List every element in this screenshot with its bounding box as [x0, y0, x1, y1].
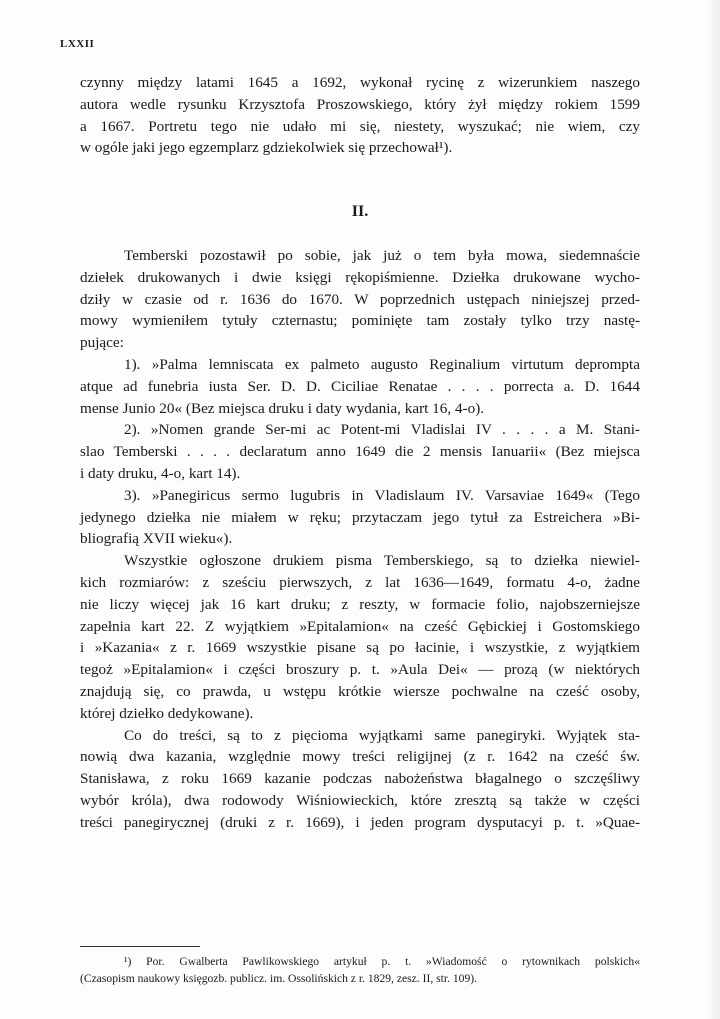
footnote-line: (Czasopism naukowy księgozb. publicz. im. Ossolińskich z r. 1829, zesz. II, str. 109).	[80, 972, 478, 985]
section-heading: II.	[351, 203, 369, 220]
text-line: slao Temberski . . . . declaratum anno 1649 die 2 mensis Ianuarii« (Bez miejsca	[80, 443, 640, 461]
text-line: Temberski pozostawił po sobie, jak już o tem była mowa, siedemnaście	[124, 247, 640, 264]
text-line: treści panegirycznej (druki z r. 1669), i jeden program dysputacyi p. t. »Quae-	[80, 813, 640, 831]
text-line: tegoż »Epitalamion« i części broszury p. t. »Aula Dei« — prozą (w niektórych	[80, 661, 640, 679]
text-line: a 1667. Portretu tego nie udało mi się, niestety, wyszukać; nie wiem, czy	[80, 117, 640, 135]
text-line: Wszystkie ogłoszone drukiem pisma Temberskiego, są to dziełka niewiel-	[124, 552, 640, 570]
text-line: mowy wymieniłem tytuły czternastu; pominięte tam zostały tylko trzy nastę-	[80, 312, 640, 330]
text-line: czynny między latami 1645 a 1692, wykonał rycinę z wizerunkiem naszego	[80, 74, 640, 91]
text-line: Co do treści, są to z pięcioma wyjątkami same panegiryki. Wyjątek sta-	[124, 726, 640, 744]
text-line: mense Junio 20« (Bez miejsca druku i daty wydania, kart 16, 4-o).	[80, 399, 485, 417]
text-line: bliografią XVII wieku«).	[80, 530, 233, 548]
text-line: 2). »Nomen grande Ser-mi ac Potent-mi Vladislai IV . . . . a M. Stani-	[124, 421, 640, 439]
text-line: jedynego dziełka nie miałem w ręku; przytaczam jego tytuł za Estreichera »Bi-	[80, 508, 640, 526]
text-line: dziły w czasie od r. 1636 do 1670. W poprzednich ustępach niniejszej przed-	[80, 290, 640, 308]
text-line: pujące:	[80, 334, 124, 352]
text-line: której dziełko dedykowane).	[80, 704, 254, 722]
text-line: 1). »Palma lemniscata ex palmeto augusto Reginalium virtutum deprompta	[124, 355, 640, 373]
text-line: nowią dwa kazania, względnie mowy treści religijnej (z r. 1642 na cześć św.	[80, 748, 640, 766]
text-line: dziełek drukowanych i dwie księgi rękopiśmienne. Dziełka drukowane wycho-	[80, 268, 640, 286]
text-line: i daty druku, 4-o, kart 14).	[80, 464, 241, 482]
text-line: i »Kazania« z r. 1669 wszystkie pisane są po łacinie, i wszystkie, z wyjątkiem	[80, 639, 640, 657]
text-line: nie liczy więcej jak 16 kart druku; z reszty, w formacie folio, najobszerniejsze	[80, 595, 640, 613]
text-line: zapełnia kart 22. Z wyjątkiem »Epitalamion« na cześć Gębickiej i Gostomskiego	[80, 617, 640, 635]
text-line: znajdują się, co prawda, u wstępu krótkie wiersze pochwalne na cześć osoby,	[80, 682, 640, 700]
text-line: atque ad funebria iusta Ser. D. D. Ciciliae Renatae . . . . porrecta a. D. 1644	[80, 377, 640, 395]
page-edge-shadow	[706, 0, 720, 1019]
text-line: Stanisława, z roku 1669 kazanie podczas nabożeństwa błagalnego o szczęśliwy	[80, 770, 640, 788]
text-line: kich rozmiarów: z sześciu pierwszych, z lat 1636—1649, formatu 4-o, żadne	[80, 573, 640, 591]
intro-paragraph	[80, 72, 640, 159]
text-line: w ogóle jaki jego egzemplarz gdziekolwiek się przechował¹).	[80, 139, 453, 157]
footnote-divider	[80, 946, 200, 947]
text-line: wybór króla), dwa rodowody Wiśniowieckich, które zresztą są także w części	[80, 791, 640, 809]
text-line: 3). »Panegiricus sermo lugubris in Vladislaum IV. Varsaviae 1649« (Tego	[124, 486, 640, 504]
page-number: LXXII	[60, 38, 95, 50]
section-body	[80, 245, 640, 834]
footnote-line: ¹) Por. Gwalberta Pawlikowskiego artykuł p. t. »Wiadomość o rytownikach polskich«	[124, 955, 640, 968]
footnote	[80, 953, 640, 987]
text-line: autora wedle rysunku Krzysztofa Proszowskiego, który żył między rokiem 1599	[80, 95, 640, 113]
